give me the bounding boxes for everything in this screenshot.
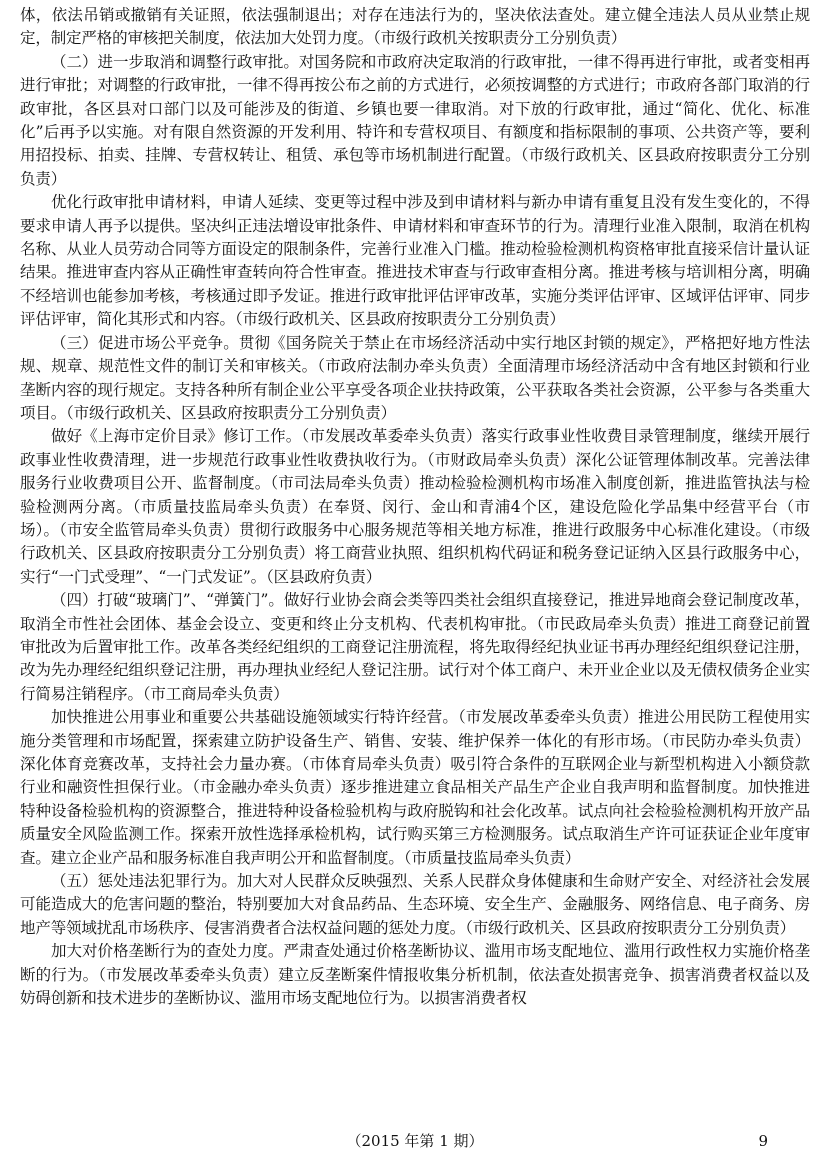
paragraph: [20, 706, 810, 870]
paragraph: [20, 51, 810, 191]
paragraph-text: 做好行业协会商会类等四类社会组织直接登记，推进异地商会登记制度改革，取消全市性社会团体、基金会设立、变更和终止分支机构、代表机构审批。（市民政局牵头负责）推进工商登记前置审批改为后置审批工作。改革各类经纪组织的工商登记注册流程，将先取得经纪执业证书再办理经纪组织登记注册，改为先办理经纪组织登记注册，再办理执业经纪人登记注册。试行对个体工商户、未开业企业以及无债权债务企业实行简易注销程序。（市工商局牵头负责）: [20, 591, 810, 703]
paragraph-text: 体，依法吊销或撤销有关证照，依法强制退出；对存在违法行为的，坚决依法查处。建立健全违法人员从业禁止规定，制定严格的审核把关制度，依法加大处罚力度。（市级行政机关按职责分工分别负责）: [20, 6, 810, 48]
section-heading: （四）打破“玻璃门”、“弹簧门”。: [51, 591, 284, 610]
section-heading: （五）惩处违法犯罪行为。: [51, 872, 237, 891]
page-number: 9: [758, 1132, 768, 1150]
section-heading: （三）促进市场公平竞争。: [51, 333, 239, 352]
paragraph-text: 做好《上海市定价目录》修订工作。（市发展改革委牵头负责）落实行政事业性收费目录管理制度，继续开展行政事业性收费清理，进一步规范行政事业性收费执收行为。（市财政局牵头负责）深化公证管理体制改革。完善法律服务行业收费项目公开、监督制度。（市司法局牵头负责）推动检验检测机构市场准入制度创新，推进监管执法与检验检测两分离。（市质量技监局牵头负责）在奉贤、闵行、金山和青浦4个区，建设危险化学品集中经营平台（市场）。（市安全监管局牵头负责）贯彻行政服务中心服务规范等相关地方标准，推进行政服务中心标准化建设。（市级行政机关、区县政府按职责分工分别负责）将工商营业执照、组织机构代码证和税务登记证纳入区县行政服务中心，实行“一门式受理”、“一门式发证”。（区县政府负责）: [20, 427, 810, 586]
paragraph-text: 优化行政审批申请材料，申请人延续、变更等过程中涉及到申请材料与新办申请有重复且没有发生变化的，不得要求申请人再予以提供。坚决纠正违法增设审批条件、申请材料和审查环节的行为。清理行业准入限制，取消在机构名称、从业人员劳动合同等方面设定的限制条件，完善行业准入门槛。推动检验检测机构资格审批直接采信计量认证结果。推进审查内容从正确性审查转向符合性审查。推进技术审查与行政审查相分离。推进考核与培训相分离，明确不经培训也能参加考核，考核通过即予发证。推进行政审批评估评审改革，实施分类评估评审、区域评估评审、同步评估评审，简化其形式和内容。（市级行政机关、区县政府按职责分工分别负责）: [20, 193, 810, 329]
document-page: [20, 0, 810, 1170]
paragraph-text: 贯彻《国务院关于禁止在市场经济活动中实行地区封锁的规定》，严格把好地方性法规、规章、规范性文件的制订关和审核关。（市政府法制办牵头负责）全面清理市场经济活动中含有地区封锁和行业垄断内容的现行规定。支持各种所有制企业公平享受各项企业扶持政策，公平获取各类社会资源，公平参与各类重大项目。（市级行政机关、区县政府按职责分工分别负责）: [20, 333, 811, 422]
section-heading: （二）进一步取消和调整行政审批。: [51, 52, 299, 71]
paragraph-text: 对国务院和市政府决定取消的行政审批，一律不得再进行审批，或者变相再进行审批；对调整的行政审批，一律不得再按公布之前的方式进行，必须按调整的方式进行；市政府各部门取消的行政审批，各区县对口部门以及可能涉及的街道、乡镇也要一律取消。对下放的行政审批，通过“简化、优化、标准化”后再予以实施。对有限自然资源的开发利用、特许和专营权项目、有额度和指标限制的事项、公共资产等，要利用招投标、拍卖、挂牌、专营权转让、租赁、承包等市场机制进行配置。（市级行政机关、区县政府按职责分工分别负责）: [20, 52, 810, 188]
body-text: [20, 0, 810, 1010]
page-footer: [20, 1128, 810, 1154]
paragraph: [20, 589, 810, 706]
paragraph: [20, 191, 810, 331]
paragraph: [20, 940, 810, 1010]
paragraph: [20, 870, 810, 940]
paragraph: [20, 4, 810, 51]
paragraph: [20, 332, 810, 426]
paragraph: [20, 425, 810, 589]
paragraph-text: 加大对价格垄断行为的查处力度。严肃查处通过价格垄断协议、滥用市场支配地位、滥用行政性权力实施价格垄断的行为。（市发展改革委牵头负责）建立反垄断案件情报收集分析机制，依法查处损害竞争、损害消费者权益以及妨碍创新和技术进步的垄断协议、滥用市场支配地位行为。以损害消费者权: [20, 942, 810, 1008]
paragraph-text: 加快推进公用事业和重要公共基础设施领域实行特许经营。（市发展改革委牵头负责）推进公用民防工程使用实施分类管理和市场配置，探索建立防护设备生产、销售、安装、维护保养一体化的有形市场。（市民防办牵头负责）深化体育竞赛改革，支持社会力量办赛。（市体育局牵头负责）吸引符合条件的互联网企业与新型机构进入小额贷款行业和融资性担保行业。（市金融办牵头负责）逐步推进建立食品相关产品生产企业自我声明和监督制度。加快推进特种设备检验机构的资源整合，推进特种设备检验机构与政府脱钩和社会化改革。试点向社会检验检测机构开放产品质量安全风险监测工作。探索开放性选择承检机构，试行购买第三方检测服务。试点取消生产许可证获证企业年度审查。建立企业产品和服务标准自我声明公开和监督制度。（市质量技监局牵头负责）: [20, 708, 810, 867]
issue-label: （2015 年第 1 期）: [346, 1132, 484, 1150]
paragraph-text: 加大对人民群众反映强烈、关系人民群众身体健康和生命财产安全、对经济社会发展可能造成大的危害问题的整治，特别要加大对食品药品、生态环境、安全生产、金融服务、网络信息、电子商务、房地产等领域扰乱市场秩序、侵害消费者合法权益问题的惩处力度。（市级行政机关、区县政府按职责分工分别负责）: [20, 872, 811, 937]
